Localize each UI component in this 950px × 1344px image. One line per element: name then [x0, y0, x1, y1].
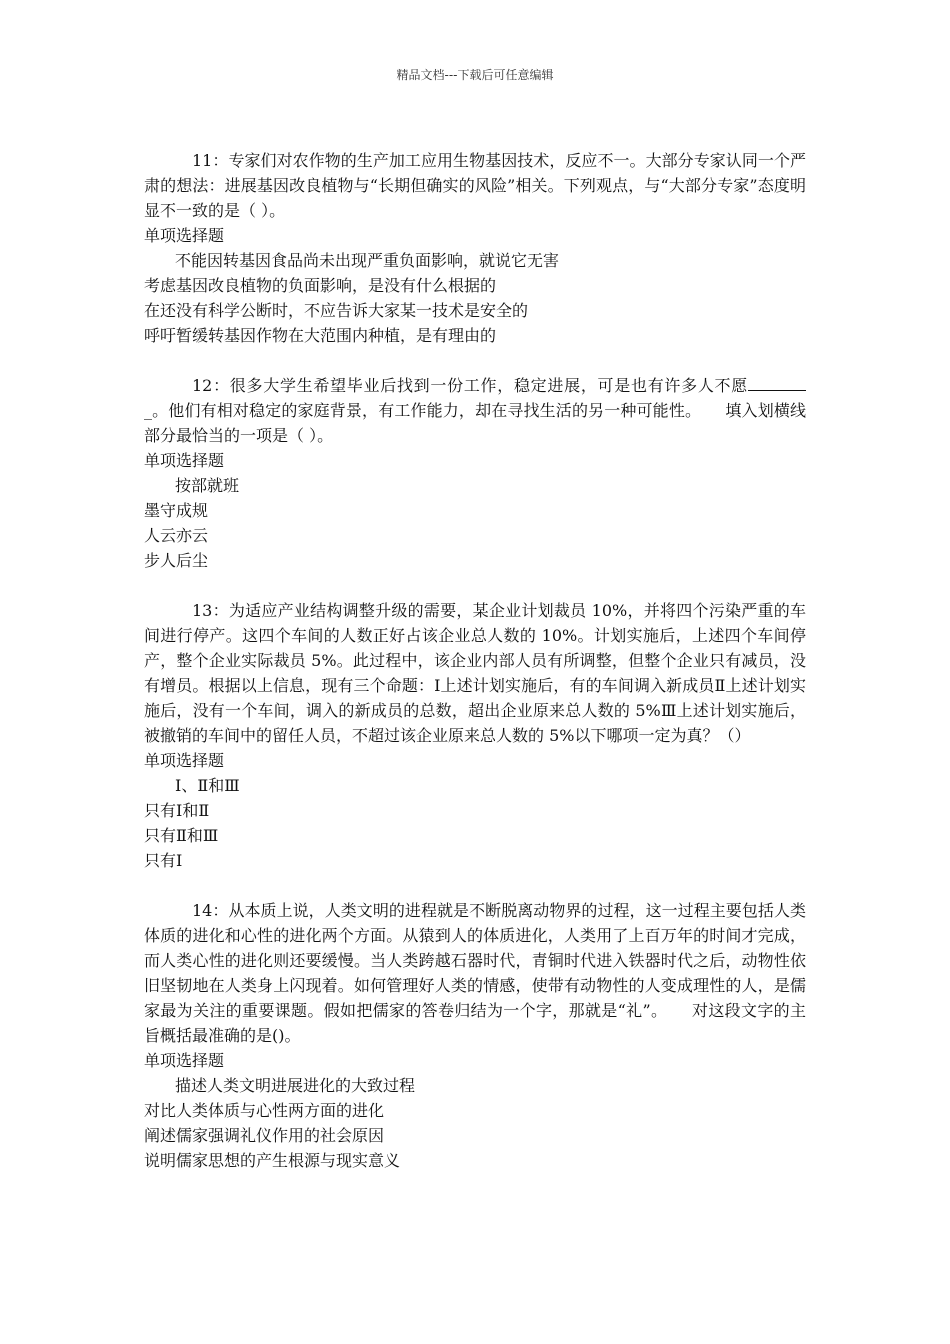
option-c: 只有Ⅱ和Ⅲ — [144, 826, 219, 845]
page-header: 精品文档---下载后可任意编辑 — [396, 68, 554, 82]
question-13 — [144, 598, 806, 873]
option-c: 阐述儒家强调礼仪作用的社会原因 — [144, 1126, 385, 1145]
stem-before-blank: 12：很多大学生希望毕业后找到一份工作，稳定进展，可是也有许多人不愿 — [192, 376, 748, 395]
option-b: 墨守成规 — [144, 501, 209, 520]
option-a: 不能因转基因食品尚未出现严重负面影响，就说它无害 — [175, 251, 560, 270]
option-a: 描述人类文明进展进化的大致过程 — [175, 1076, 416, 1095]
option-b: 对比人类体质与心性两方面的进化 — [144, 1101, 385, 1120]
question-stem — [144, 373, 806, 448]
question-stem: 14：从本质上说，人类文明的进程就是不断脱离动物界的过程，这一过程主要包括人类体质的进化和心性的进化两个方面。从猿到人的体质进化，人类用了上百万年的时间才完成，而人类心性的进化则还要缓慢。当人类跨越石器时代，青铜时代进入铁器时代之后，动物性依旧坚韧地在人类身上闪现着。如何管理好人类的情感，使带有动物性的人变成理性的人，是儒家最为关注的重要课题。假如把儒家的答卷归结为一个字，那就是“礼”。 对这段文字的主旨概括最准确的是()。 — [144, 901, 806, 1045]
question-11 — [144, 148, 806, 348]
question-12 — [144, 373, 806, 573]
option-d: 步人后尘 — [144, 551, 209, 570]
option-a: 按部就班 — [175, 476, 240, 495]
option-b: 考虑基因改良植物的负面影响，是没有什么根据的 — [144, 276, 497, 295]
option-d: 呼吁暂缓转基因作物在大范围内种植，是有理由的 — [144, 326, 497, 345]
question-type: 单项选择题 — [144, 451, 225, 470]
option-d: 只有Ⅰ — [144, 851, 183, 870]
option-a: Ⅰ、Ⅱ和Ⅲ — [175, 776, 240, 795]
question-14 — [144, 898, 806, 1173]
option-b: 只有Ⅰ和Ⅱ — [144, 801, 210, 820]
question-stem: 11：专家们对农作物的生产加工应用生物基因技术，反应不一。大部分专家认同一个严肃的想法：进展基因改良植物与“长期但确实的风险”相关。下列观点，与“大部分专家”态度明显不一致的是（ ）。 — [144, 151, 806, 220]
question-stem: 13：为适应产业结构调整升级的需要，某企业计划裁员 10%，并将四个污染严重的车间进行停产。这四个车间的人数正好占该企业总人数的 10%。计划实施后，上述四个车间停产，整个企业实际裁员 5%。此过程中，该企业内部人员有所调整，但整个企业只有减员，没有增员。根据以上信息，现有三个命题：Ⅰ上述计划实施后，有的车间调入新成员Ⅱ上述计划实施后，没有一个车间，调入的新成员的总数，超出企业原来总人数的 5%Ⅲ上述计划实施后，被撤销的车间中的留任人员，不超过该企业原来总人数的 5%以下哪项一定为真？（） — [144, 601, 806, 745]
option-d: 说明儒家思想的产生根源与现实意义 — [144, 1151, 401, 1170]
option-c: 人云亦云 — [144, 526, 209, 545]
question-type: 单项选择题 — [144, 1051, 225, 1070]
option-c: 在还没有科学公断时，不应告诉大家某一技术是安全的 — [144, 301, 529, 320]
fill-in-blank — [748, 376, 806, 391]
stem-after-blank: _。他们有相对稳定的家庭背景，有工作能力，却在寻找生活的另一种可能性。 填入划横线部分最恰当的一项是（ ）。 — [144, 401, 806, 445]
question-type: 单项选择题 — [144, 751, 225, 770]
document-body — [144, 148, 806, 1198]
question-type: 单项选择题 — [144, 226, 225, 245]
